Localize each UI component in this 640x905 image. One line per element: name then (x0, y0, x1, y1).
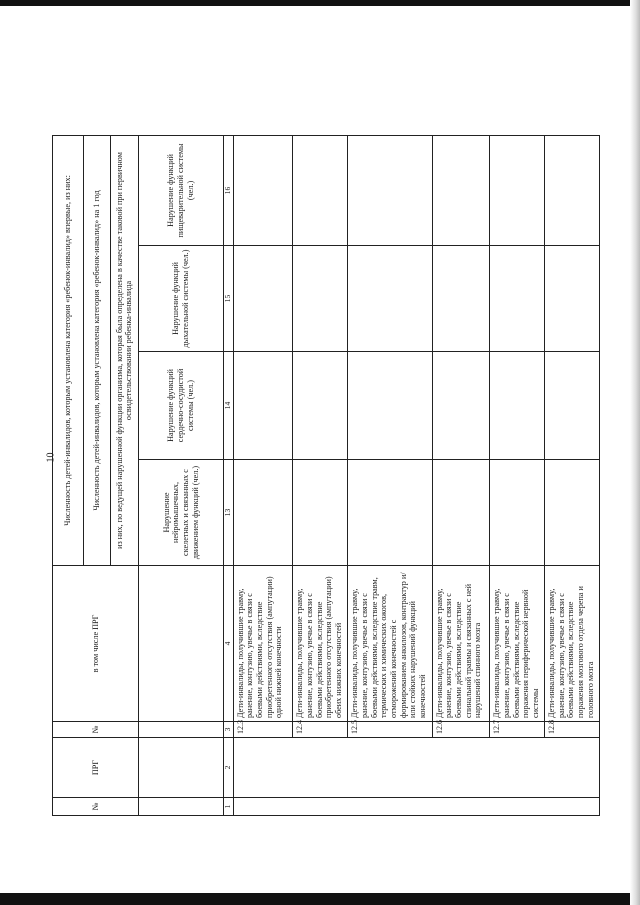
row-code: 12.5 (348, 722, 433, 738)
table-row (432, 135, 490, 815)
scan-edge-right (630, 0, 640, 905)
cell-empty (233, 246, 293, 352)
cell-empty (348, 460, 433, 566)
cell-empty (490, 246, 545, 352)
column-number: 4 (223, 566, 233, 722)
cell-empty (432, 460, 490, 566)
column-number: 15 (223, 246, 233, 352)
header-col-sub-number: № (53, 722, 139, 738)
header-col-14: Нарушение функций сердечно-сосудистой системы (чел.) (139, 352, 223, 460)
page-number: 10 (45, 452, 57, 463)
row-description: Дети-инвалиды, получившие травму, ранение, контузию, увечье в связи с боевыми действиями, вследствие приобретенного отсутствия (ампутации) обеих нижних конечностей (293, 566, 348, 722)
cell-empty (233, 460, 293, 566)
cell-prg-empty (233, 738, 599, 798)
cell-empty (490, 460, 545, 566)
cell-empty (348, 135, 433, 245)
row-code: 12.7 (490, 722, 545, 738)
cell-empty (432, 135, 490, 245)
row-code: 12.6 (432, 722, 490, 738)
scan-edge-bottom (0, 893, 640, 905)
header-spacer-4 (139, 566, 223, 722)
table-row (490, 135, 545, 815)
header-group-first-time: Численность детей-инвалидов, которым установлена категория «ребенок-инвалид» впервые, из них: (53, 135, 84, 565)
cell-empty (233, 135, 293, 245)
cell-empty (348, 352, 433, 460)
header-col-13: Нарушение нейромышечных, скелетных и связанных с движением функций (чел.) (139, 460, 223, 566)
cell-number-empty (233, 798, 599, 816)
header-group-leading-function: из них, по ведущей нарушенной функции организма, которая была определена в качестве таковой при первичном освидетельствовании ребенка-инвалида (110, 135, 139, 565)
cell-empty (490, 352, 545, 460)
column-number: 13 (223, 460, 233, 566)
cell-empty (348, 246, 433, 352)
column-number: 16 (223, 135, 233, 245)
header-spacer-2 (139, 738, 223, 798)
row-description: Дети-инвалиды, получившие травму, ранение, контузию, увечье в связи с боевыми действиями, вследствие травм, термических и химических ожогов, отморожений конечностей с формированием анкилозов, контрактур и/или стойких нарушений функций конечностей (348, 566, 433, 722)
column-number: 14 (223, 352, 233, 460)
table-row (348, 135, 433, 815)
cell-empty (293, 135, 348, 245)
cell-empty (490, 135, 545, 245)
statistics-table (52, 135, 600, 816)
column-number: 1 (223, 798, 233, 816)
header-col-prg: ПРГ (53, 738, 139, 798)
cell-empty (432, 246, 490, 352)
row-description: Дети-инвалиды, получившие травму, ранение, контузию, увечье в связи с боевыми действиями, вследствие поражения мозгового отдела черепа и головного мозга (545, 566, 600, 722)
header-group-one-year: Численность детей-инвалидов, которым установлена категория «ребенок-инвалид» на 1 год (83, 135, 110, 565)
cell-empty (545, 460, 600, 566)
scan-edge-top (0, 0, 640, 6)
cell-empty (545, 352, 600, 460)
column-number: 2 (223, 738, 233, 798)
row-code: 12.4 (293, 722, 348, 738)
row-description: Дети-инвалиды, получившие травму, ранение, контузию, увечье в связи с боевыми действиями, вследствие поражения периферической нервной системы (490, 566, 545, 722)
table-row (293, 135, 348, 815)
row-description: Дети-инвалиды, получившие травму, ранение, контузию, увечье в связи с боевыми действиями, вследствие приобретенного отсутствия (ампутации) одной нижней конечности (233, 566, 293, 722)
header-col-16: Нарушение функций пищеварительной системы (чел.) (139, 135, 223, 245)
row-code: 12.3 (233, 722, 293, 738)
header-spacer-1 (139, 798, 223, 816)
cell-empty (545, 246, 600, 352)
statistics-table-rotated (52, 136, 600, 816)
cell-empty (293, 460, 348, 566)
row-code: 12.8 (545, 722, 600, 738)
cell-empty (233, 352, 293, 460)
cell-empty (432, 352, 490, 460)
cell-empty (293, 352, 348, 460)
header-col-including-prg: в том числе ПРГ (53, 566, 139, 722)
header-spacer-3 (139, 722, 223, 738)
header-col-number: № (53, 798, 139, 816)
header-col-15: Нарушение функций дыхательной системы (чел.) (139, 246, 223, 352)
cell-empty (545, 135, 600, 245)
column-number: 3 (223, 722, 233, 738)
table-row (545, 135, 600, 815)
cell-empty (293, 246, 348, 352)
row-description: Дети-инвалиды, получившие травму, ранение, контузию, увечье в связи с боевыми действиями, вследствие спинальной травмы и связанных с ней нарушений спинного мозга (432, 566, 490, 722)
table-row (233, 135, 293, 815)
